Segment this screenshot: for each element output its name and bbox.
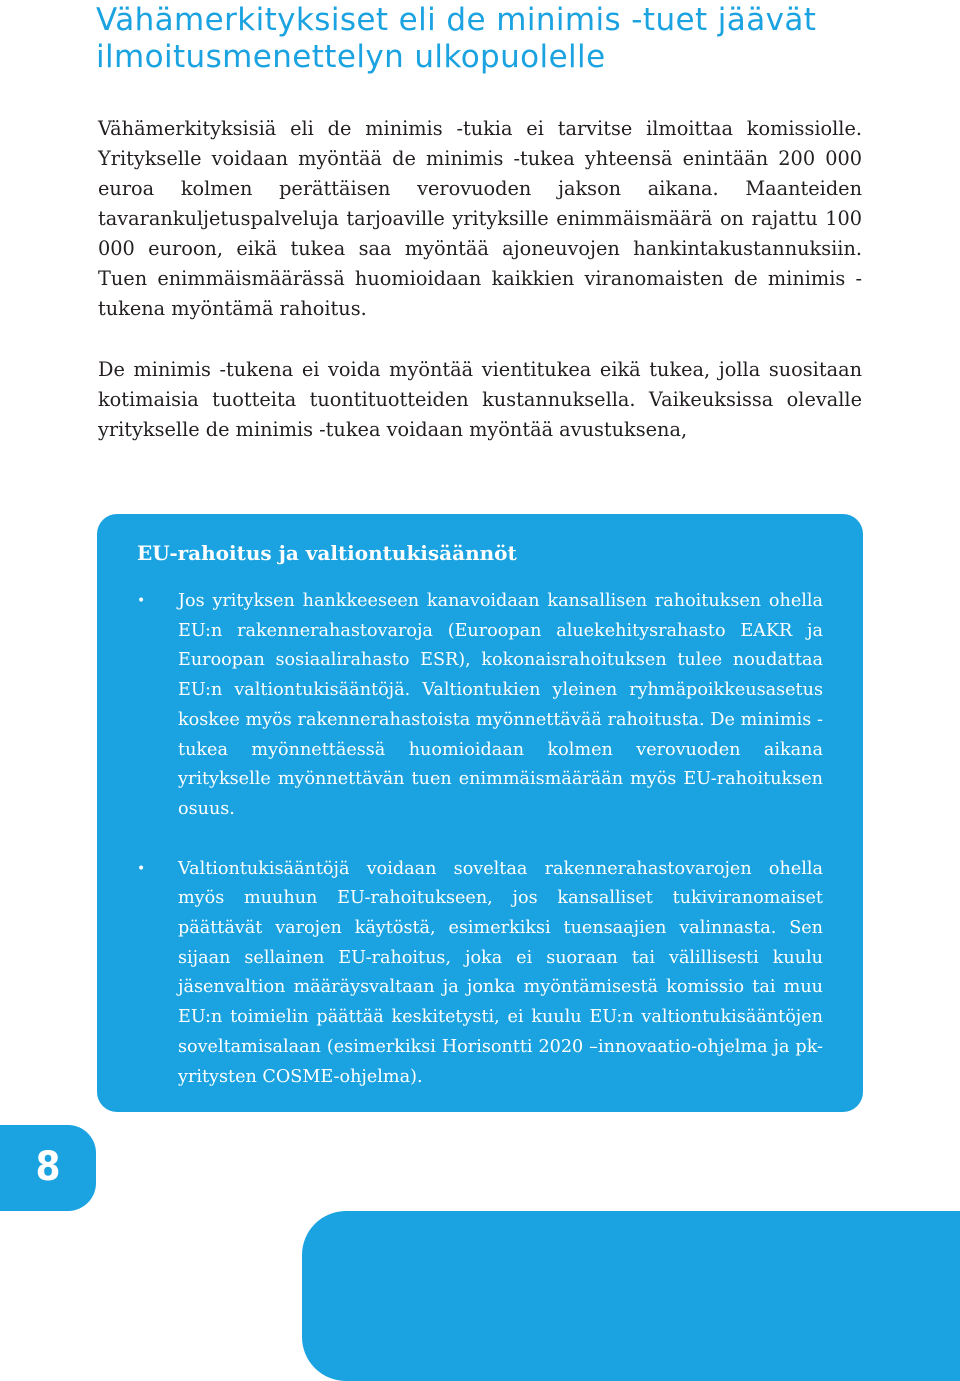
bullet-item-1 [137,587,823,825]
bullet-item-2 [137,855,823,1093]
info-box [97,514,863,1112]
body-paragraph-2: De minimis -tukena ei voida myöntää vientitukea eikä tukea, jolla suositaan kotimaisia tuotteita tuontituotteiden kustannuksella. Vaikeuksissa olevalle yritykselle de minimis -tukea voidaan myöntää avustuksena, [98,358,862,441]
page-number: 8 [35,1144,61,1190]
page-heading: Vähämerkityksiset eli de minimis -tuet jäävät ilmoitusmenettelyn ulkopuolelle [96,2,817,75]
decorative-footer-shape [302,1211,960,1381]
bullet-text: Valtiontukisääntöjä voidaan soveltaa rakennerahastovarojen ohella myös muuhun EU-rahoitukseen, jos kansalliset tukiviranomaiset päättävät varojen käytöstä, esimerkiksi tuensaajien valinnasta. Sen sijaan sellainen EU-rahoitus, joka ei suoraan tai välillisesti kuulu jäsenvaltion määräysvaltaan ja jonka myöntämisestä komissio tai muu EU:n toimielin päättää keskitetysti, ei kuulu EU:n valtiontukisääntöjen soveltamisalaan (esimerkiksi Horisontti 2020 –innovaatio-ohjelma ja pk-yritysten COSME-ohjelma). [178,858,823,1087]
info-box-title: EU-rahoitus ja valtiontukisäännöt [137,541,517,565]
page-number-tab [0,1125,96,1211]
bullet-text: Jos yrityksen hankkeeseen kanavoidaan kansallisen rahoituksen ohella EU:n rakennerahastovaroja (Euroopan aluekehitysrahasto EAKR ja Euroopan sosiaalirahasto ESR), kokonaisrahoituksen tulee noudattaa EU:n valtiontukisääntöjä. Valtiontukien yleinen ryhmäpoikkeusasetus koskee myös rakennerahastoista myönnettävää rahoitusta. De minimis -tukea myönnettäessä huomioidaan kolmen verovuoden aikana yritykselle myönnettävän tuen enimmäismäärään myös EU-rahoituksen osuus. [178,591,823,819]
bullet-icon: • [137,860,146,877]
body-paragraph-1: Vähämerkityksisiä eli de minimis -tukia ei tarvitse ilmoittaa komissiolle. Yritykselle voidaan myöntää de minimis -tukea yhteensä enintään 200 000 euroa kolmen perättäisen verovuoden jakson aikana. Maanteiden tavarankuljetuspalveluja tarjoaville yrityksille enimmäismäärä on rajattu 100 000 euroon, eikä tukea saa myöntää ajoneuvojen hankintakustannuksiin. Tuen enimmäismäärässä huomioidaan kaikkien viranomaisten de minimis -tukena myöntämä rahoitus. [98,117,862,320]
info-box-bullet-list [137,587,823,1122]
bullet-icon: • [137,593,146,609]
